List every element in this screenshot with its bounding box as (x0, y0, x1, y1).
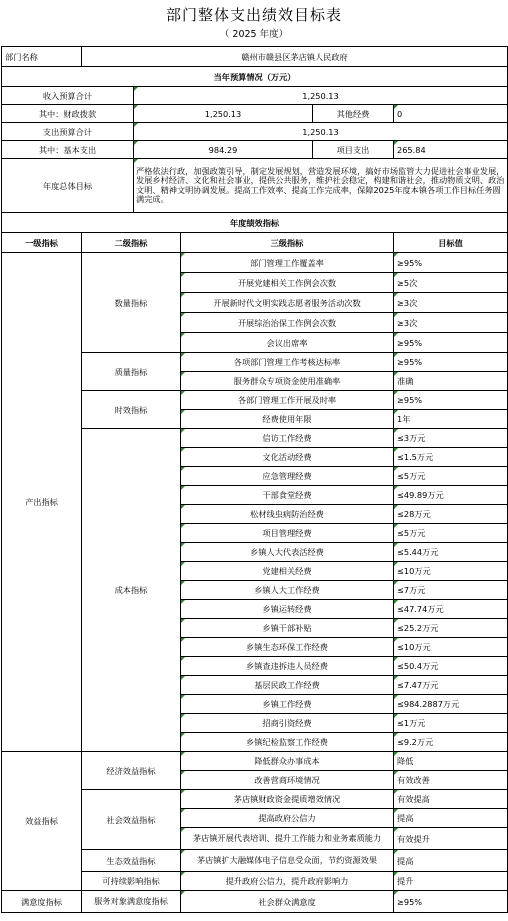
indicator-name: 各项部门管理工作考核达标率 (181, 353, 394, 372)
indicator-value: ≤5.44万元 (394, 543, 508, 562)
year-label: （ 2025 年度） (219, 29, 289, 40)
indicator-value: ≤5万元 (394, 467, 508, 486)
indicator-value: 有效改善 (394, 771, 508, 790)
level2-cost: 成本指标 (82, 429, 181, 752)
indicator-name: 招商引资经费 (181, 714, 394, 733)
indicator-name: 开展新时代文明实践志愿者服务活动次数 (181, 293, 394, 313)
indicator-value: 提高 (394, 809, 508, 828)
col-header-level1: 一级指标 (2, 233, 82, 253)
indicator-name: 基层民政工作经费 (181, 676, 394, 695)
fiscal-value: 1,250.13 (134, 105, 313, 123)
indicator-value: ≤1万元 (394, 714, 508, 733)
indicator-name: 乡镇生态环保工作经费 (181, 638, 394, 657)
indicator-name: 茅店镇财政资金提质增效情况 (181, 790, 394, 809)
indicator-value: ≤49.89万元 (394, 486, 508, 505)
annual-goal-label: 年度总体目标 (2, 159, 134, 213)
annual-goal-text: 严格依法行政，加强政策引导，制定发展规划，营造发展环境，搞好市场监管大力促进社会事业发展，发展乡村经济、文化和社会事业，提供公共服务，维护社会稳定，构建和谐社会，推动物质文明、政治文明、精神文明协调发展。提高工作效率、提高工作完成率，保障2025年度本镇各项工作目标任务圆满完成。 (134, 159, 508, 213)
project-value: 265.84 (394, 141, 508, 159)
other-label: 其他经费 (313, 105, 394, 123)
level2-service-satisfaction: 服务对象满意度指标 (82, 891, 181, 913)
indicator-value: ≤7万元 (394, 581, 508, 600)
indicator-name: 降低群众办事成本 (181, 752, 394, 771)
level2-economic: 经济效益指标 (82, 752, 181, 790)
col-header-target: 目标值 (394, 233, 508, 253)
indicator-name: 改善营商环境情况 (181, 771, 394, 790)
indicator-name: 项目管理经费 (181, 524, 394, 543)
level2-ecological: 生态效益指标 (82, 850, 181, 872)
indicator-value: ≤50.4万元 (394, 657, 508, 676)
income-value: 1,250.13 (134, 87, 508, 105)
indicator-value: ≥95% (394, 891, 508, 913)
dept-name-value: 赣州市赣县区茅店镇人民政府 (82, 47, 508, 67)
basic-value: 984.29 (134, 141, 313, 159)
basic-label: 其中：基本支出 (2, 141, 134, 159)
level2-quality: 质量指标 (82, 353, 181, 391)
indicator-name: 乡镇人大工作经费 (181, 581, 394, 600)
indicator-value: 有效提高 (394, 790, 508, 809)
indicator-value: ≤10万元 (394, 562, 508, 581)
indicator-value: ≥3次 (394, 293, 508, 313)
indicator-name: 各部门管理工作开展及时率 (181, 391, 394, 410)
indicator-value: ≤28万元 (394, 505, 508, 524)
indicator-name: 茅店镇开展代表培训、提升工作能力和业务素质能力 (181, 828, 394, 850)
indicator-name: 乡镇查违拆违人员经费 (181, 657, 394, 676)
level2-timeliness: 时效指标 (82, 391, 181, 429)
indicator-value: ≥3次 (394, 313, 508, 333)
indicator-name: 乡镇人大代表活经费 (181, 543, 394, 562)
indicator-value: ≤10万元 (394, 638, 508, 657)
indicator-name: 干部食堂经费 (181, 486, 394, 505)
indicator-name: 乡镇干部补贴 (181, 619, 394, 638)
indicator-name: 信访工作经费 (181, 429, 394, 448)
indicator-name: 开展党建相关工作例会次数 (181, 273, 394, 293)
indicator-value: 提高 (394, 850, 508, 872)
indicator-name: 社会群众满意度 (181, 891, 394, 913)
indicator-value: ≥95% (394, 333, 508, 353)
indicator-name: 茅店镇扩大融媒体电子信息受众面，节约资源效果 (181, 850, 394, 872)
other-value: 0 (394, 105, 508, 123)
indicator-value: 提升 (394, 872, 508, 891)
col-header-level3: 三级指标 (181, 233, 394, 253)
indicator-name: 提升政府公信力，提升政府影响力 (181, 872, 394, 891)
table-row (2, 891, 508, 913)
expense-value: 1,250.13 (134, 123, 508, 141)
indicator-name: 应急管理经费 (181, 467, 394, 486)
expense-label: 支出预算合计 (2, 123, 134, 141)
indicator-value: ≥95% (394, 353, 508, 372)
level2-quantity: 数量指标 (82, 253, 181, 353)
indicator-value: ≤3万元 (394, 429, 508, 448)
indicator-name: 乡镇运转经费 (181, 600, 394, 619)
indicator-value: ≤25.2万元 (394, 619, 508, 638)
indicator-value: ≤9.2万元 (394, 733, 508, 752)
indicator-name: 乡镇纪检监察工作经费 (181, 733, 394, 752)
level2-sustainable: 可持续影响指标 (82, 872, 181, 891)
indicator-value: ≤7.47万元 (394, 676, 508, 695)
budget-section-title: 当年预算情况（万元） (2, 67, 508, 87)
indicator-value: ≥95% (394, 391, 508, 410)
indicator-name: 松材线虫病防治经费 (181, 505, 394, 524)
dept-name-label: 部门名称 (2, 47, 82, 67)
indicator-value: 有效提升 (394, 828, 508, 850)
level1-satisfaction: 满意度指标 (2, 891, 82, 913)
indicator-name: 党建相关经费 (181, 562, 394, 581)
indicator-name: 乡镇工作经费 (181, 695, 394, 714)
indicator-value: ≥95% (394, 253, 508, 273)
indicator-value: 1年 (394, 410, 508, 429)
perf-section-title: 年度绩效指标 (2, 213, 508, 233)
indicator-name: 部门管理工作覆盖率 (181, 253, 394, 273)
indicator-value: 准确 (394, 372, 508, 391)
project-label: 项目支出 (313, 141, 394, 159)
page-title: 部门整体支出绩效目标表 (165, 6, 342, 24)
indicator-value: ≤47.74万元 (394, 600, 508, 619)
table-row (2, 253, 508, 273)
indicator-name: 经费使用年限 (181, 410, 394, 429)
target-table (1, 46, 508, 913)
indicator-name: 文化活动经费 (181, 448, 394, 467)
income-label: 收入预算合计 (2, 87, 134, 105)
indicator-value: 降低 (394, 752, 508, 771)
indicator-value: ≥5次 (394, 273, 508, 293)
level1-effect: 效益指标 (2, 752, 82, 891)
fiscal-label: 其中：财政拨款 (2, 105, 134, 123)
indicator-value: ≤1.5万元 (394, 448, 508, 467)
level1-output: 产出指标 (2, 253, 82, 752)
table-row (2, 752, 508, 771)
indicator-name: 服务群众专项资金使用准确率 (181, 372, 394, 391)
level2-social: 社会效益指标 (82, 790, 181, 850)
indicator-value: ≤5万元 (394, 524, 508, 543)
indicator-value: ≤984.2887万元 (394, 695, 508, 714)
indicator-name: 会议出席率 (181, 333, 394, 353)
indicator-name: 开展综治治保工作例会次数 (181, 313, 394, 333)
indicator-name: 提高政府公信力 (181, 809, 394, 828)
col-header-level2: 二级指标 (82, 233, 181, 253)
